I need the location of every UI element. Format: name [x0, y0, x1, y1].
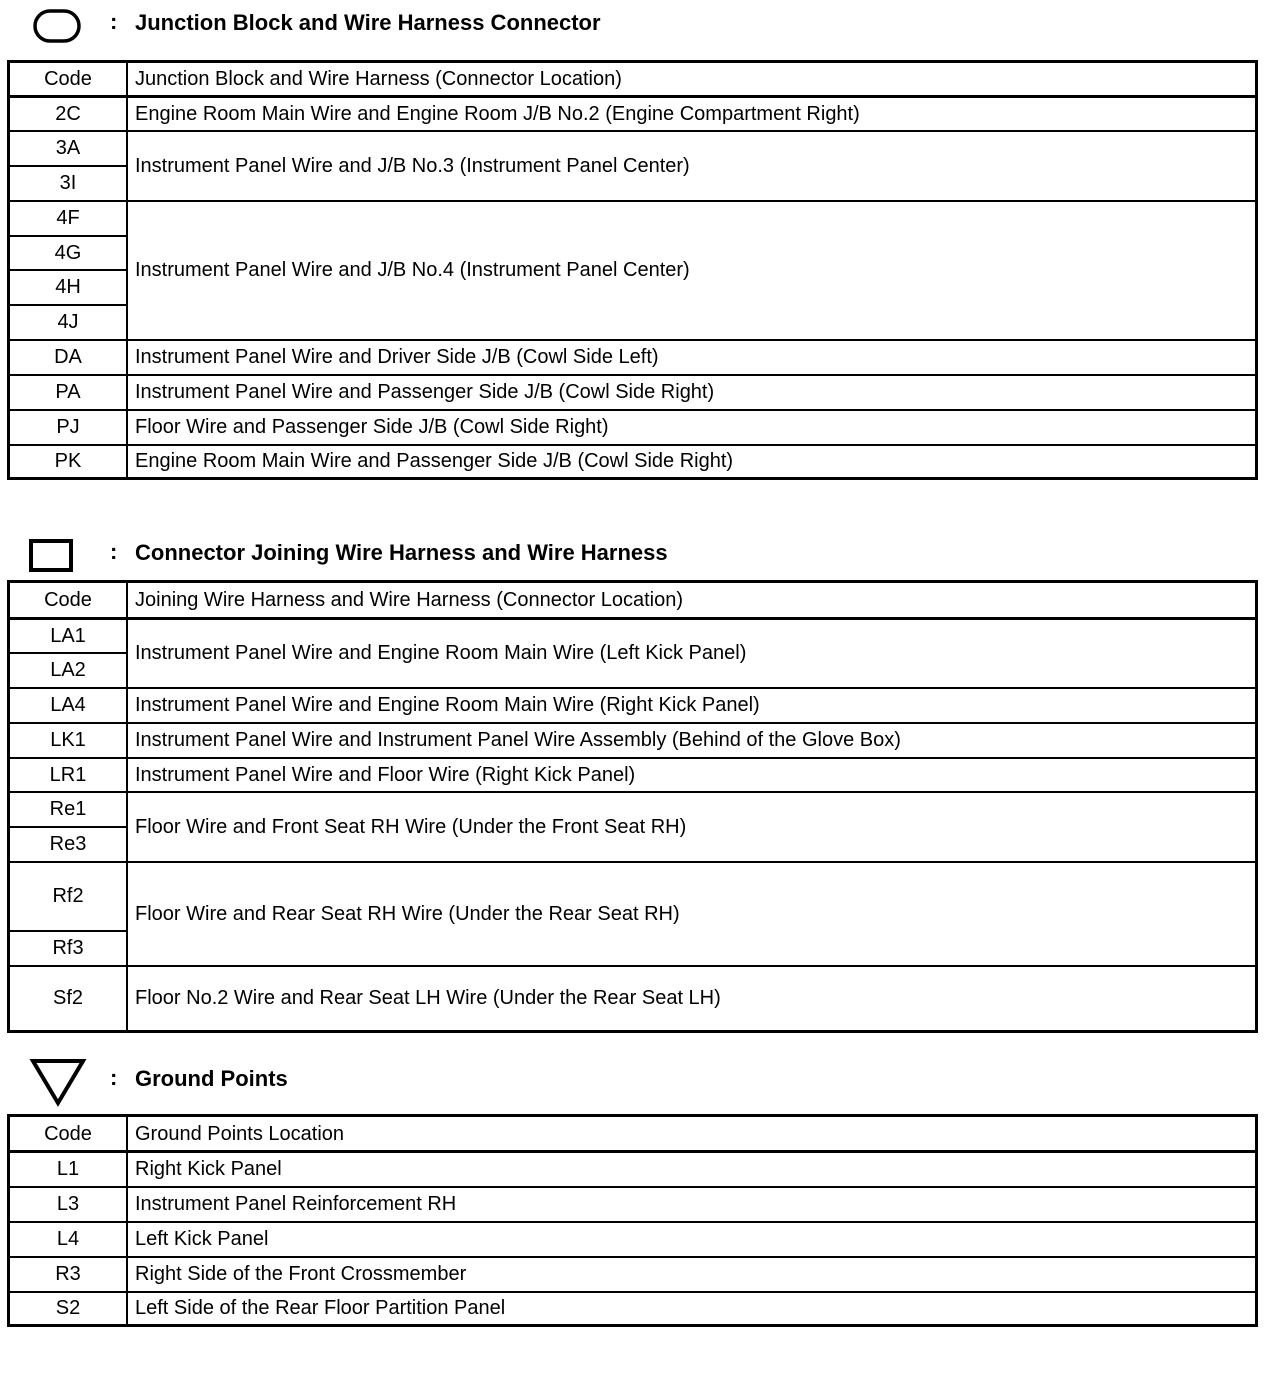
table-row — [9, 375, 1257, 410]
table-row — [9, 758, 1257, 792]
location-cell: Engine Room Main Wire and Engine Room J/B No.2 (Engine Compartment Right) — [127, 97, 1257, 131]
code-cell: 3I — [9, 166, 128, 201]
table-row — [9, 1187, 1257, 1222]
table-header-row — [9, 1116, 1257, 1152]
location-cell: Floor Wire and Front Seat RH Wire (Under the Front Seat RH) — [127, 792, 1257, 862]
table-row — [9, 966, 1257, 1032]
location-cell: Instrument Panel Wire and Floor Wire (Right Kick Panel) — [127, 758, 1257, 792]
location-cell: Floor Wire and Rear Seat RH Wire (Under the Rear Seat RH) — [127, 862, 1257, 966]
ground-table — [7, 1114, 1258, 1327]
code-cell: LA1 — [9, 619, 128, 653]
table-row — [9, 1257, 1257, 1292]
location-cell: Engine Room Main Wire and Passenger Side J/B (Cowl Side Right) — [127, 445, 1257, 479]
rounded-rectangle-icon — [33, 8, 81, 44]
code-cell: 2C — [9, 97, 128, 131]
location-cell: Left Kick Panel — [127, 1222, 1257, 1257]
table-header-row — [9, 582, 1257, 619]
table-row — [9, 688, 1257, 723]
triangle-down-icon — [28, 1055, 88, 1107]
location-cell: Instrument Panel Wire and Passenger Side J/B (Cowl Side Right) — [127, 375, 1257, 410]
location-cell: Floor No.2 Wire and Rear Seat LH Wire (Under the Rear Seat LH) — [127, 966, 1257, 1032]
code-cell: Re1 — [9, 792, 128, 827]
location-cell: Instrument Panel Reinforcement RH — [127, 1187, 1257, 1222]
connector-table — [7, 580, 1258, 1033]
table-header-row — [9, 62, 1257, 97]
table-row — [9, 619, 1257, 653]
code-cell: 4G — [9, 236, 128, 270]
location-cell: Right Side of the Front Crossmember — [127, 1257, 1257, 1292]
table-row — [9, 1152, 1257, 1187]
table-row — [9, 862, 1257, 931]
code-cell: Sf2 — [9, 966, 128, 1032]
code-cell: Re3 — [9, 827, 128, 862]
location-cell: Instrument Panel Wire and Engine Room Main Wire (Left Kick Panel) — [127, 619, 1257, 688]
table-row — [9, 131, 1257, 166]
table-row — [9, 723, 1257, 758]
junction-section-title: Junction Block and Wire Harness Connector — [135, 10, 601, 35]
ground-section-header — [0, 1055, 1280, 1105]
code-cell: L4 — [9, 1222, 128, 1257]
table-row — [9, 1292, 1257, 1326]
location-cell: Instrument Panel Wire and J/B No.4 (Instrument Panel Center) — [127, 201, 1257, 340]
code-cell: Rf3 — [9, 931, 128, 966]
location-column-header: Junction Block and Wire Harness (Connector Location) — [127, 62, 1257, 97]
table-row — [9, 445, 1257, 479]
location-cell: Instrument Panel Wire and Engine Room Main Wire (Right Kick Panel) — [127, 688, 1257, 723]
section-colon: : — [110, 539, 118, 564]
code-cell: R3 — [9, 1257, 128, 1292]
junction-table — [7, 60, 1258, 480]
location-cell: Instrument Panel Wire and Driver Side J/B (Cowl Side Left) — [127, 340, 1257, 375]
location-cell: Floor Wire and Passenger Side J/B (Cowl Side Right) — [127, 410, 1257, 445]
code-column-header: Code — [9, 62, 128, 97]
junction-section-header — [0, 0, 1280, 50]
code-cell: L1 — [9, 1152, 128, 1187]
code-cell: LA4 — [9, 688, 128, 723]
table-row — [9, 201, 1257, 236]
connector-section-title: Connector Joining Wire Harness and Wire Harness — [135, 540, 668, 565]
code-cell: PK — [9, 445, 128, 479]
section-colon: : — [110, 1065, 118, 1090]
location-column-header: Ground Points Location — [127, 1116, 1257, 1152]
code-cell: Rf2 — [9, 862, 128, 931]
location-cell: Right Kick Panel — [127, 1152, 1257, 1187]
code-column-header: Code — [9, 1116, 128, 1152]
table-row — [9, 410, 1257, 445]
table-row — [9, 97, 1257, 131]
ground-section-title: Ground Points — [135, 1066, 288, 1091]
section-colon: : — [110, 9, 118, 34]
location-cell: Instrument Panel Wire and Instrument Panel Wire Assembly (Behind of the Glove Box) — [127, 723, 1257, 758]
location-cell: Instrument Panel Wire and J/B No.3 (Instrument Panel Center) — [127, 131, 1257, 201]
code-cell: S2 — [9, 1292, 128, 1326]
code-cell: PJ — [9, 410, 128, 445]
code-cell: PA — [9, 375, 128, 410]
rectangle-icon — [28, 538, 76, 574]
connector-section-header — [0, 530, 1280, 580]
table-row — [9, 1222, 1257, 1257]
code-cell: LR1 — [9, 758, 128, 792]
code-cell: LK1 — [9, 723, 128, 758]
code-cell: 4J — [9, 305, 128, 340]
code-cell: L3 — [9, 1187, 128, 1222]
code-cell: DA — [9, 340, 128, 375]
code-cell: 3A — [9, 131, 128, 166]
table-row — [9, 340, 1257, 375]
code-cell: LA2 — [9, 653, 128, 688]
location-cell: Left Side of the Rear Floor Partition Panel — [127, 1292, 1257, 1326]
table-row — [9, 792, 1257, 827]
code-cell: 4H — [9, 270, 128, 305]
code-column-header: Code — [9, 582, 128, 619]
location-column-header: Joining Wire Harness and Wire Harness (Connector Location) — [127, 582, 1257, 619]
code-cell: 4F — [9, 201, 128, 236]
